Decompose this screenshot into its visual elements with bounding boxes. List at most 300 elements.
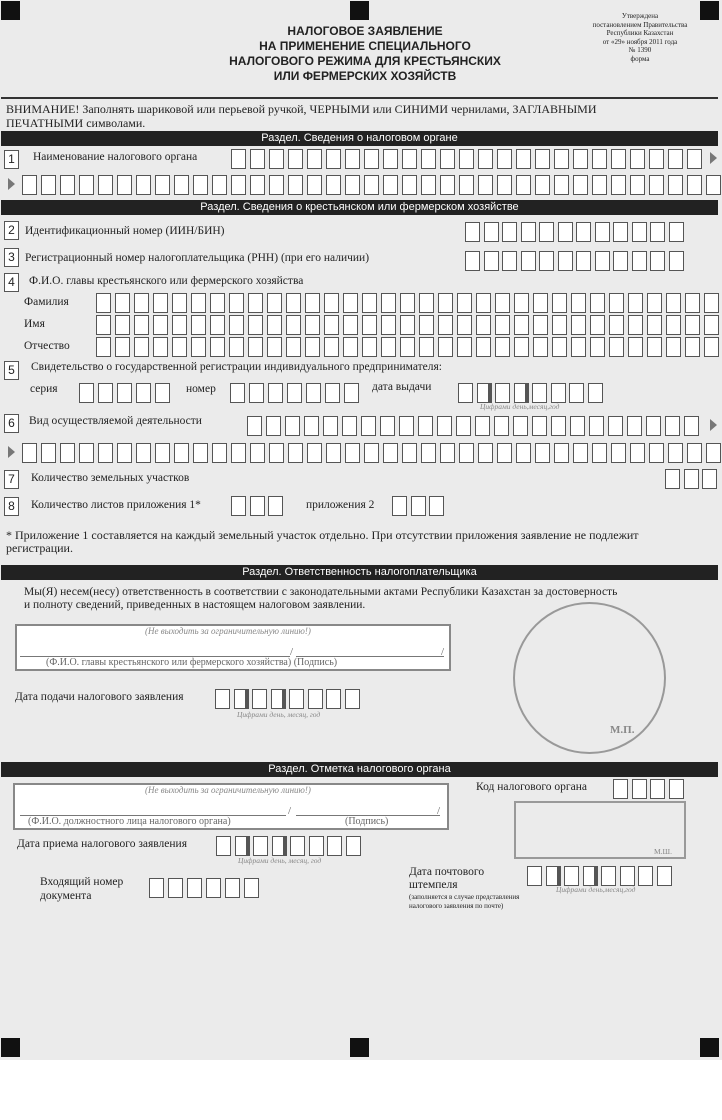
entry-cell[interactable] [383,443,398,463]
entry-cell[interactable] [687,149,702,169]
entry-cell[interactable] [326,149,341,169]
entry-cell[interactable] [41,175,56,195]
entry-cell[interactable] [632,779,647,799]
entry-cell[interactable] [117,383,132,403]
entry-cell[interactable] [253,836,268,856]
entry-cell[interactable] [172,315,187,335]
entry-cell[interactable] [666,315,681,335]
entry-cell[interactable] [647,315,662,335]
entry-cell[interactable] [514,383,529,403]
entry-cell[interactable] [191,315,206,335]
entry-cell[interactable] [383,175,398,195]
entry-cell[interactable] [288,443,303,463]
entry-cell[interactable] [438,293,453,313]
entry-cell[interactable] [478,443,493,463]
entry-cell[interactable] [187,878,202,898]
entry-cell[interactable] [216,836,231,856]
entry-cell[interactable] [41,443,56,463]
entry-cell[interactable] [327,836,342,856]
entry-cell[interactable] [539,251,554,271]
entry-cell[interactable] [706,175,721,195]
entry-cell[interactable] [459,175,474,195]
entry-cell[interactable] [234,689,249,709]
entry-cell[interactable] [533,315,548,335]
entry-cell[interactable] [669,779,684,799]
entry-cell[interactable] [364,443,379,463]
entry-cell[interactable] [215,689,230,709]
entry-cell[interactable] [155,175,170,195]
entry-cell[interactable] [79,175,94,195]
entry-cell[interactable] [458,383,473,403]
entry-cell[interactable] [684,469,699,489]
entry-cell[interactable] [704,337,719,357]
entry-cell[interactable] [269,175,284,195]
entry-cell[interactable] [564,866,579,886]
entry-cell[interactable] [287,383,302,403]
entry-cell[interactable] [457,293,472,313]
entry-cell[interactable] [361,416,376,436]
entry-cell[interactable] [383,149,398,169]
entry-cell[interactable] [484,251,499,271]
entry-cell[interactable] [271,689,286,709]
entry-cell[interactable] [704,315,719,335]
entry-cell[interactable] [115,293,130,313]
entry-cell[interactable] [364,149,379,169]
entry-cell[interactable] [22,443,37,463]
entry-cell[interactable] [590,293,605,313]
entry-cell[interactable] [440,175,455,195]
entry-cell[interactable] [269,443,284,463]
entry-cell[interactable] [266,416,281,436]
entry-cell[interactable] [516,443,531,463]
entry-cell[interactable] [513,416,528,436]
entry-cell[interactable] [155,443,170,463]
entry-cell[interactable] [400,315,415,335]
entry-cell[interactable] [346,836,361,856]
entry-cell[interactable] [244,878,259,898]
entry-cell[interactable] [456,416,471,436]
entry-cell[interactable] [117,175,132,195]
entry-cell[interactable] [421,443,436,463]
entry-cell[interactable] [421,175,436,195]
entry-cell[interactable] [402,149,417,169]
entry-cell[interactable] [535,149,550,169]
entry-cell[interactable] [476,337,491,357]
entry-cell[interactable] [611,443,626,463]
entry-cell[interactable] [611,175,626,195]
entry-cell[interactable] [117,443,132,463]
entry-cell[interactable] [419,315,434,335]
entry-cell[interactable] [702,469,717,489]
entry-cell[interactable] [476,293,491,313]
entry-cell[interactable] [601,866,616,886]
entry-cell[interactable] [289,689,304,709]
entry-cell[interactable] [400,293,415,313]
entry-cell[interactable] [79,443,94,463]
entry-cell[interactable] [571,315,586,335]
entry-cell[interactable] [516,149,531,169]
entry-cell[interactable] [155,383,170,403]
entry-cell[interactable] [650,779,665,799]
entry-cell[interactable] [649,175,664,195]
entry-cell[interactable] [306,383,321,403]
entry-cell[interactable] [210,293,225,313]
entry-cell[interactable] [706,443,721,463]
entry-cell[interactable] [647,337,662,357]
entry-cell[interactable] [252,689,267,709]
entry-cell[interactable] [465,251,480,271]
entry-cell[interactable] [571,293,586,313]
entry-cell[interactable] [193,175,208,195]
entry-cell[interactable] [402,443,417,463]
entry-cell[interactable] [533,293,548,313]
entry-cell[interactable] [495,337,510,357]
entry-cell[interactable] [459,149,474,169]
entry-cell[interactable] [516,175,531,195]
entry-cell[interactable] [668,175,683,195]
entry-cell[interactable] [628,337,643,357]
entry-cell[interactable] [552,293,567,313]
entry-cell[interactable] [231,149,246,169]
entry-cell[interactable] [552,315,567,335]
entry-cell[interactable] [533,337,548,357]
entry-cell[interactable] [666,337,681,357]
entry-cell[interactable] [174,443,189,463]
entry-cell[interactable] [539,222,554,242]
entry-cell[interactable] [235,836,250,856]
entry-cell[interactable] [343,337,358,357]
entry-cell[interactable] [630,443,645,463]
entry-cell[interactable] [440,443,455,463]
entry-cell[interactable] [381,293,396,313]
entry-cell[interactable] [459,443,474,463]
entry-cell[interactable] [174,175,189,195]
entry-cell[interactable] [305,337,320,357]
entry-cell[interactable] [669,222,684,242]
entry-cell[interactable] [345,689,360,709]
entry-cell[interactable] [402,175,417,195]
entry-cell[interactable] [149,878,164,898]
entry-cell[interactable] [429,496,444,516]
entry-cell[interactable] [685,337,700,357]
entry-cell[interactable] [554,149,569,169]
entry-cell[interactable] [665,469,680,489]
entry-cell[interactable] [589,416,604,436]
entry-cell[interactable] [96,337,111,357]
entry-cell[interactable] [649,443,664,463]
entry-cell[interactable] [325,383,340,403]
entry-cell[interactable] [685,293,700,313]
entry-cell[interactable] [514,337,529,357]
entry-cell[interactable] [465,222,480,242]
entry-cell[interactable] [268,496,283,516]
entry-cell[interactable] [172,293,187,313]
entry-cell[interactable] [381,315,396,335]
entry-cell[interactable] [668,443,683,463]
entry-cell[interactable] [573,175,588,195]
entry-cell[interactable] [535,175,550,195]
entry-cell[interactable] [172,337,187,357]
entry-cell[interactable] [345,443,360,463]
entry-cell[interactable] [229,315,244,335]
entry-cell[interactable] [288,149,303,169]
entry-cell[interactable] [592,149,607,169]
entry-cell[interactable] [364,175,379,195]
entry-cell[interactable] [324,337,339,357]
entry-cell[interactable] [134,315,149,335]
entry-cell[interactable] [193,443,208,463]
entry-cell[interactable] [362,315,377,335]
entry-cell[interactable] [590,337,605,357]
entry-cell[interactable] [592,443,607,463]
entry-cell[interactable] [136,175,151,195]
entry-cell[interactable] [343,293,358,313]
entry-cell[interactable] [558,251,573,271]
entry-cell[interactable] [267,293,282,313]
entry-cell[interactable] [532,416,547,436]
entry-cell[interactable] [620,866,635,886]
entry-cell[interactable] [153,315,168,335]
entry-cell[interactable] [210,337,225,357]
entry-cell[interactable] [576,251,591,271]
entry-cell[interactable] [611,149,626,169]
entry-cell[interactable] [308,689,323,709]
entry-cell[interactable] [168,878,183,898]
entry-cell[interactable] [475,416,490,436]
entry-cell[interactable] [286,337,301,357]
entry-cell[interactable] [502,222,517,242]
entry-cell[interactable] [570,416,585,436]
entry-cell[interactable] [380,416,395,436]
entry-cell[interactable] [307,175,322,195]
entry-cell[interactable] [613,779,628,799]
entry-cell[interactable] [649,149,664,169]
entry-cell[interactable] [98,175,113,195]
entry-cell[interactable] [307,443,322,463]
entry-cell[interactable] [153,337,168,357]
entry-cell[interactable] [268,383,283,403]
entry-cell[interactable] [98,443,113,463]
entry-cell[interactable] [267,315,282,335]
entry-cell[interactable] [305,315,320,335]
entry-cell[interactable] [115,337,130,357]
entry-cell[interactable] [546,866,561,886]
entry-cell[interactable] [554,175,569,195]
entry-cell[interactable] [326,443,341,463]
entry-cell[interactable] [229,337,244,357]
entry-cell[interactable] [290,836,305,856]
entry-cell[interactable] [191,293,206,313]
entry-cell[interactable] [438,337,453,357]
entry-cell[interactable] [592,175,607,195]
entry-cell[interactable] [646,416,661,436]
entry-cell[interactable] [627,416,642,436]
entry-cell[interactable] [342,416,357,436]
entry-cell[interactable] [590,315,605,335]
entry-cell[interactable] [569,383,584,403]
entry-cell[interactable] [497,443,512,463]
entry-cell[interactable] [613,251,628,271]
entry-cell[interactable] [484,222,499,242]
entry-cell[interactable] [630,149,645,169]
entry-cell[interactable] [514,315,529,335]
entry-cell[interactable] [421,149,436,169]
entry-cell[interactable] [326,689,341,709]
entry-cell[interactable] [381,337,396,357]
entry-cell[interactable] [630,175,645,195]
entry-cell[interactable] [437,416,452,436]
entry-cell[interactable] [638,866,653,886]
entry-cell[interactable] [419,293,434,313]
entry-cell[interactable] [573,149,588,169]
entry-cell[interactable] [272,836,287,856]
entry-cell[interactable] [60,175,75,195]
entry-cell[interactable] [684,416,699,436]
entry-cell[interactable] [502,251,517,271]
entry-cell[interactable] [345,149,360,169]
entry-cell[interactable] [576,222,591,242]
entry-cell[interactable] [225,878,240,898]
entry-cell[interactable] [206,878,221,898]
entry-cell[interactable] [457,337,472,357]
entry-cell[interactable] [687,175,702,195]
entry-cell[interactable] [98,383,113,403]
entry-cell[interactable] [212,443,227,463]
entry-cell[interactable] [495,383,510,403]
entry-cell[interactable] [96,293,111,313]
entry-cell[interactable] [324,293,339,313]
entry-cell[interactable] [628,315,643,335]
entry-cell[interactable] [307,149,322,169]
entry-cell[interactable] [613,222,628,242]
entry-cell[interactable] [657,866,672,886]
entry-cell[interactable] [400,337,415,357]
entry-cell[interactable] [650,222,665,242]
entry-cell[interactable] [628,293,643,313]
entry-cell[interactable] [60,443,75,463]
entry-cell[interactable] [305,293,320,313]
entry-cell[interactable] [115,315,130,335]
entry-cell[interactable] [588,383,603,403]
entry-cell[interactable] [478,149,493,169]
entry-cell[interactable] [304,416,319,436]
entry-cell[interactable] [250,149,265,169]
entry-cell[interactable] [326,175,341,195]
entry-cell[interactable] [494,416,509,436]
entry-cell[interactable] [535,443,550,463]
entry-cell[interactable] [571,337,586,357]
entry-cell[interactable] [595,222,610,242]
entry-cell[interactable] [532,383,547,403]
entry-cell[interactable] [210,315,225,335]
entry-cell[interactable] [440,149,455,169]
entry-cell[interactable] [345,175,360,195]
entry-cell[interactable] [96,315,111,335]
entry-cell[interactable] [309,836,324,856]
entry-cell[interactable] [669,251,684,271]
entry-cell[interactable] [495,315,510,335]
entry-cell[interactable] [153,293,168,313]
entry-cell[interactable] [230,383,245,403]
entry-cell[interactable] [583,866,598,886]
entry-cell[interactable] [250,175,265,195]
entry-cell[interactable] [514,293,529,313]
entry-cell[interactable] [411,496,426,516]
entry-cell[interactable] [554,443,569,463]
entry-cell[interactable] [249,383,264,403]
entry-cell[interactable] [136,383,151,403]
entry-cell[interactable] [362,337,377,357]
entry-cell[interactable] [250,443,265,463]
entry-cell[interactable] [286,315,301,335]
entry-cell[interactable] [497,175,512,195]
entry-cell[interactable] [495,293,510,313]
entry-cell[interactable] [288,175,303,195]
entry-cell[interactable] [212,175,227,195]
entry-cell[interactable] [665,416,680,436]
entry-cell[interactable] [438,315,453,335]
entry-cell[interactable] [191,337,206,357]
entry-cell[interactable] [323,416,338,436]
entry-cell[interactable] [609,315,624,335]
entry-cell[interactable] [344,383,359,403]
entry-cell[interactable] [687,443,702,463]
entry-cell[interactable] [552,337,567,357]
entry-cell[interactable] [573,443,588,463]
entry-cell[interactable] [136,443,151,463]
entry-cell[interactable] [668,149,683,169]
entry-cell[interactable] [231,496,246,516]
entry-cell[interactable] [595,251,610,271]
entry-cell[interactable] [231,443,246,463]
entry-cell[interactable] [248,293,263,313]
entry-cell[interactable] [229,293,244,313]
entry-cell[interactable] [250,496,265,516]
entry-cell[interactable] [650,251,665,271]
entry-cell[interactable] [632,251,647,271]
entry-cell[interactable] [418,416,433,436]
entry-cell[interactable] [248,337,263,357]
entry-cell[interactable] [399,416,414,436]
entry-cell[interactable] [478,175,493,195]
entry-cell[interactable] [343,315,358,335]
entry-cell[interactable] [457,315,472,335]
entry-cell[interactable] [285,416,300,436]
entry-cell[interactable] [521,222,536,242]
entry-cell[interactable] [134,337,149,357]
entry-cell[interactable] [134,293,149,313]
entry-cell[interactable] [666,293,681,313]
entry-cell[interactable] [248,315,263,335]
entry-cell[interactable] [647,293,662,313]
entry-cell[interactable] [632,222,647,242]
entry-cell[interactable] [609,293,624,313]
entry-cell[interactable] [609,337,624,357]
entry-cell[interactable] [286,293,301,313]
entry-cell[interactable] [704,293,719,313]
entry-cell[interactable] [608,416,623,436]
entry-cell[interactable] [558,222,573,242]
entry-cell[interactable] [362,293,377,313]
entry-cell[interactable] [476,315,491,335]
entry-cell[interactable] [247,416,262,436]
entry-cell[interactable] [22,175,37,195]
entry-cell[interactable] [477,383,492,403]
entry-cell[interactable] [231,175,246,195]
entry-cell[interactable] [685,315,700,335]
entry-cell[interactable] [267,337,282,357]
entry-cell[interactable] [324,315,339,335]
